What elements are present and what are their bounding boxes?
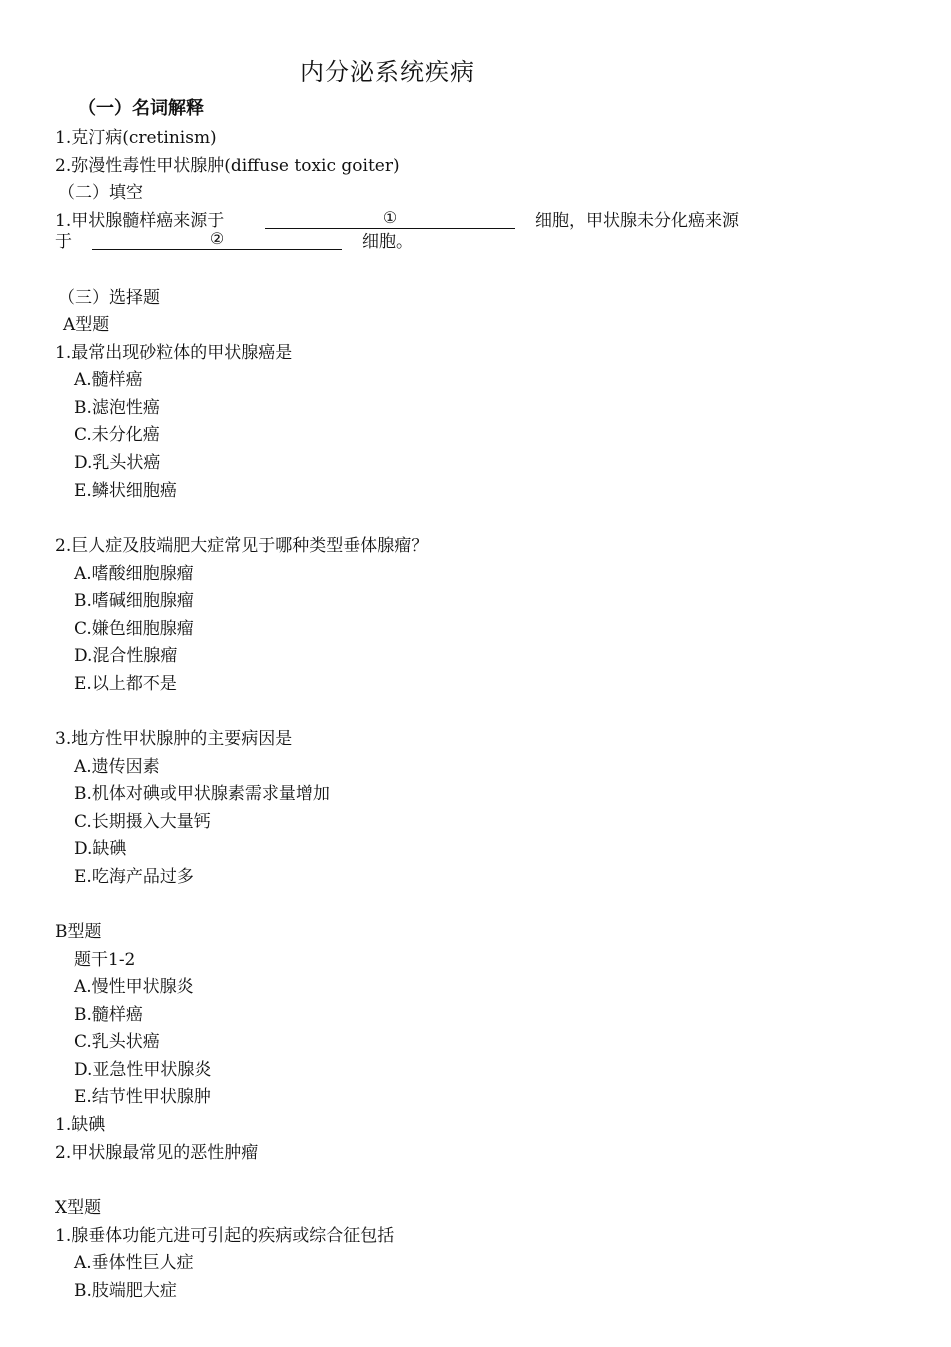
b-option-b: B.髓样癌	[74, 1005, 143, 1025]
b-option-a: A.慢性甲状腺炎	[74, 977, 194, 997]
a-q3-option-e: E.吃海产品过多	[74, 867, 194, 887]
term-item-2: 2.弥漫性毒性甲状腺肿(diffuse toxic goiter)	[55, 156, 400, 176]
fill-q1-part3: 于	[55, 232, 72, 252]
a-question-1: 1.最常出现砂粒体的甲状腺癌是	[55, 343, 293, 363]
fill-q1-part4: 细胞。	[362, 232, 413, 252]
section-heading-choice: （三）选择题	[58, 288, 160, 308]
x-type-label: X型题	[55, 1198, 102, 1218]
a-q3-option-a: A.遗传因素	[74, 757, 160, 777]
a-question-3: 3.地方性甲状腺肿的主要病因是	[55, 729, 293, 749]
a-q2-option-d: D.混合性腺瘤	[74, 646, 178, 666]
a-q1-option-b: B.滤泡性癌	[74, 398, 160, 418]
a-q2-option-e: E.以上都不是	[74, 674, 177, 694]
page-title: 内分泌系统疾病	[300, 58, 475, 86]
fill-q1-part1: 1.甲状腺髓样癌来源于	[55, 211, 225, 231]
a-q3-option-c: C.长期摄入大量钙	[74, 812, 211, 832]
section-heading-fill: （二）填空	[58, 183, 143, 203]
b-question-2: 2.甲状腺最常见的恶性肿瘤	[55, 1143, 259, 1163]
a-q2-option-b: B.嗜碱细胞腺瘤	[74, 591, 194, 611]
b-option-d: D.亚急性甲状腺炎	[74, 1060, 212, 1080]
b-question-1: 1.缺碘	[55, 1115, 106, 1135]
a-q3-option-d: D.缺碘	[74, 839, 127, 859]
a-q1-option-e: E.鳞状细胞癌	[74, 481, 177, 501]
fill-blank-1: ①	[265, 208, 515, 229]
term-item-1: 1.克汀病(cretinism)	[55, 128, 217, 148]
a-q1-option-d: D.乳头状癌	[74, 453, 161, 473]
a-q2-option-c: C.嫌色细胞腺瘤	[74, 619, 194, 639]
b-option-e: E.结节性甲状腺肿	[74, 1087, 211, 1107]
x-option-b: B.肢端肥大症	[74, 1281, 177, 1301]
a-q1-option-c: C.未分化癌	[74, 425, 160, 445]
b-type-stem: 题干1-2	[74, 950, 136, 970]
x-option-a: A.垂体性巨人症	[74, 1253, 194, 1273]
b-type-label: B型题	[55, 922, 102, 942]
a-question-2: 2.巨人症及肢端肥大症常见于哪种类型垂体腺瘤？	[55, 536, 429, 556]
x-question-1: 1.腺垂体功能亢进可引起的疾病或综合征包括	[55, 1226, 395, 1246]
a-type-label: A型题	[63, 315, 110, 335]
fill-q1-part2: 细胞，甲状腺未分化癌来源	[535, 211, 739, 231]
b-option-c: C.乳头状癌	[74, 1032, 160, 1052]
a-q3-option-b: B.机体对碘或甲状腺素需求量增加	[74, 784, 330, 804]
section-heading-terms: （一）名词解释	[78, 98, 204, 119]
fill-blank-2: ②	[92, 229, 342, 250]
a-q2-option-a: A.嗜酸细胞腺瘤	[74, 564, 194, 584]
a-q1-option-a: A.髓样癌	[74, 370, 143, 390]
